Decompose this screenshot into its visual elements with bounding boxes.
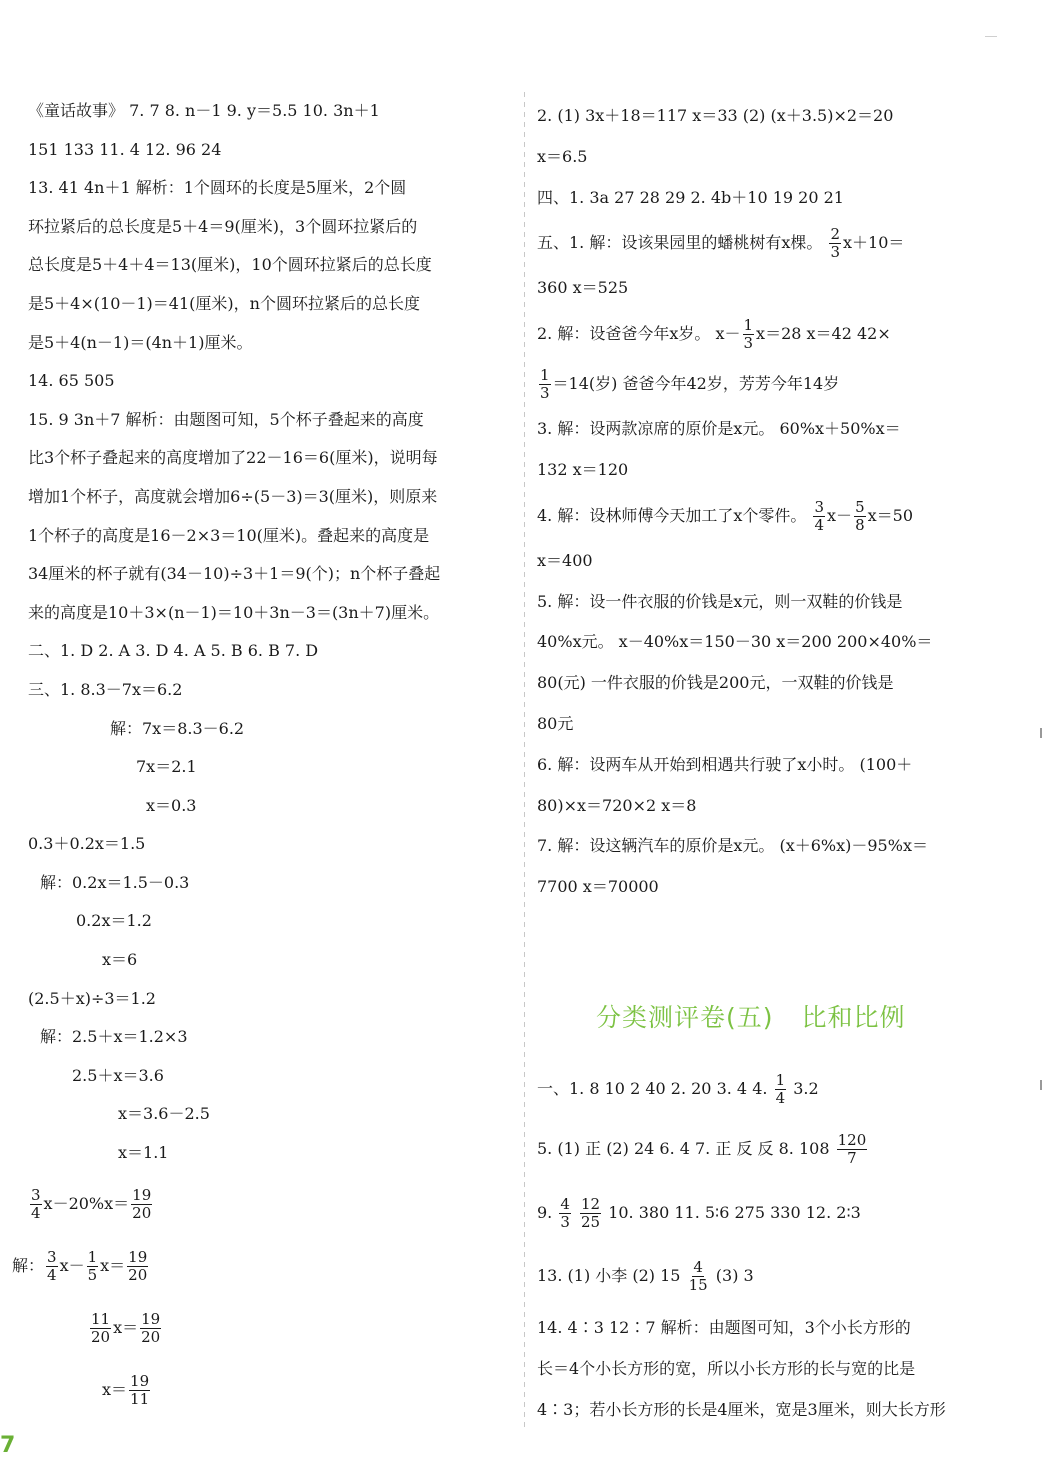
- answer-line: 7. 解：设这辆汽车的原价是x元。 (x＋6%x)－95%x＝: [537, 836, 928, 856]
- fraction: $\frac{1}{5}$: [87, 1247, 98, 1284]
- answer-line: 2. 解：设爸爸今年x岁。 x－ $\frac{1}{3}$ x＝28 x＝42 42×: [537, 316, 891, 353]
- section-answers: [537, 1062, 1007, 1430]
- answer-line: 五、1. 解：设该果园里的蟠桃树有x棵。 $\frac{2}{3}$ x＋10＝: [537, 225, 905, 262]
- equation-step: x＝0.3: [146, 795, 197, 815]
- answer-line: 151 133 11. 4 12. 96 24: [28, 139, 222, 159]
- answer-line: 1个杯子的高度是16－2×3＝10(厘米)。叠起来的高度是: [28, 525, 430, 545]
- margin-tick: [1040, 728, 1042, 738]
- fraction: $\frac{2}{3}$: [830, 225, 841, 262]
- fraction: $\frac{120}{7}$: [837, 1131, 867, 1167]
- answer-line: 13. (1) 小李 (2) 15 $\frac{4}{15}$ (3) 3: [537, 1258, 754, 1294]
- fraction: $\frac{12}{25}$: [581, 1195, 601, 1231]
- equation-step: x＝3.6－2.5: [118, 1104, 210, 1124]
- fraction: $\frac{1}{4}$: [775, 1071, 786, 1107]
- fraction: $\frac{4}{15}$: [688, 1258, 708, 1294]
- margin-tick: [1040, 1080, 1042, 1090]
- answer-line: $\frac{1}{3}$ ＝14(岁) 爸爸今年42岁，芳芳今年14岁: [540, 366, 840, 403]
- right-column: [537, 96, 1007, 908]
- fraction: $\frac{4}{3}$: [560, 1195, 570, 1231]
- fraction: $\frac{19}{11}$: [130, 1371, 150, 1408]
- equation-step: $\frac{3}{4}$ x－20%x＝ $\frac{19}{20}$: [31, 1185, 152, 1222]
- answer-line: 132 x＝120: [537, 459, 629, 479]
- answer-line: 6. 解：设两车从开始到相遇共行驶了x小时。 (100＋: [537, 754, 913, 774]
- equation-step: 2.5＋x＝3.6: [72, 1065, 164, 1085]
- equation-step: 解：7x＝8.3－6.2: [110, 718, 245, 738]
- section-subtitle: 比和比例: [801, 1003, 906, 1032]
- answer-line: 4. 解：设林师傅今天加工了x个零件。 $\frac{3}{4}$ x－ $\frac{5}{8}$ x＝50: [537, 497, 913, 534]
- answer-line: 《童话故事》 7. 7 8. n－1 9. y＝5.5 10. 3n＋1: [28, 101, 380, 120]
- answer-line: 是5＋4×(10－1)＝41(厘米)，n个圆环拉紧后的总长度: [28, 293, 420, 313]
- fraction: $\frac{3}{4}$: [31, 1185, 41, 1222]
- equation-step: x＝1.1: [118, 1143, 169, 1163]
- equation-step: x＝ $\frac{19}{11}$: [102, 1371, 150, 1408]
- equation-step: (2.5＋x)÷3＝1.2: [28, 988, 156, 1008]
- answer-line: 二、1. D 2. A 3. D 4. A 5. B 6. B 7. D: [28, 641, 319, 661]
- answer-line: 7700 x＝70000: [537, 877, 659, 897]
- answer-line: 360 x＝525: [537, 278, 629, 298]
- answer-line: 环拉紧后的总长度是5＋4＝9(厘米)，3个圆环拉紧后的: [28, 216, 418, 236]
- fraction: $\frac{19}{20}$: [128, 1247, 148, 1284]
- fraction: $\frac{3}{4}$: [814, 497, 825, 534]
- answer-line: 一、1. 8 10 2 40 2. 20 3. 4 4. $\frac{1}{4}$ 3.2: [537, 1071, 819, 1107]
- answer-line: 4∶3；若小长方形的长是4厘米，宽是3厘米，则大长方形: [537, 1399, 946, 1419]
- answer-line: 三、1. 8.3－7x＝6.2: [28, 679, 183, 699]
- equation-step: 解：2.5＋x＝1.2×3: [40, 1027, 188, 1047]
- answer-line: 3. 解：设两款凉席的原价是x元。 60%x＋50%x＝: [537, 419, 901, 439]
- answer-line: 13. 41 4n＋1 解析：1个圆环的长度是5厘米，2个圆: [28, 178, 407, 198]
- corner-mark: [985, 36, 997, 37]
- answer-line: 四、1. 3a 27 28 29 2. 4b＋10 19 20 21: [537, 187, 844, 207]
- answer-line: 总长度是5＋4＋4＝13(厘米)，10个圆环拉紧后的总长度: [28, 255, 432, 275]
- fraction: $\frac{1}{3}$: [540, 366, 550, 403]
- fraction: $\frac{1}{3}$: [743, 316, 754, 353]
- answer-line: 14. 65 505: [28, 371, 115, 391]
- column-divider: [524, 92, 525, 1427]
- fraction: $\frac{19}{20}$: [132, 1185, 152, 1222]
- equation-step: 7x＝2.1: [136, 757, 197, 777]
- answer-line: 15. 9 3n＋7 解析：由题图可知，5个杯子叠起来的高度: [28, 409, 424, 429]
- fraction: $\frac{11}{20}$: [91, 1309, 111, 1346]
- answer-line: x＝400: [537, 550, 593, 570]
- answer-line: 80(元) 一件衣服的价钱是200元，一双鞋的价钱是: [537, 673, 894, 693]
- answer-line: 5. (1) 正 (2) 24 6. 4 7. 正 反 反 8. 108 $\frac{120}{7}$: [537, 1131, 867, 1167]
- answer-line: x＝6.5: [537, 146, 588, 166]
- page-number: 7: [0, 1433, 16, 1458]
- answer-line: 比3个杯子叠起来的高度增加了22－16＝6(厘米)，说明每: [28, 448, 438, 468]
- answer-line: 40%x元。 x－40%x＝150－30 x＝200 200×40%＝: [537, 632, 933, 652]
- answer-line: 14. 4∶3 12∶7 解析：由题图可知，3个小长方形的: [537, 1318, 911, 1337]
- equation-step: 解：0.2x＝1.5－0.3: [40, 872, 190, 892]
- equation-step: x＝6: [102, 950, 138, 970]
- answer-line: 长＝4个小长方形的宽，所以小长方形的长与宽的比是: [537, 1358, 916, 1378]
- left-column: [12, 92, 510, 1421]
- section-title: 分类测评卷(五) 比和比例: [596, 1003, 906, 1032]
- equation-step: 解： $\frac{3}{4}$ x－ $\frac{1}{5}$ x＝ $\frac{19}{20}$: [12, 1247, 148, 1284]
- fraction: $\frac{19}{20}$: [141, 1309, 161, 1346]
- fraction: $\frac{5}{8}$: [855, 497, 865, 534]
- answer-line: 80元: [537, 713, 574, 733]
- answer-line: 2. (1) 3x＋18＝117 x＝33 (2) (x＋3.5)×2＝20: [537, 106, 894, 125]
- equation-step: 0.2x＝1.2: [76, 911, 152, 931]
- answer-line: 80)×x＝720×2 x＝8: [537, 795, 697, 815]
- answer-line: 增加1个杯子，高度就会增加6÷(5－3)＝3(厘米)，则原来: [28, 486, 438, 506]
- equation-step: 0.3＋0.2x＝1.5: [28, 834, 146, 854]
- equation-step: $\frac{11}{20}$ x＝ $\frac{19}{20}$: [91, 1309, 161, 1346]
- answer-line: 9. $\frac{4}{3}$ $\frac{12}{25}$ 10. 380 11. 5∶6 275 330 12. 2∶3: [537, 1195, 861, 1231]
- answer-line: 来的高度是10＋3×(n－1)＝10＋3n－3＝(3n＋7)厘米。: [28, 602, 440, 622]
- answer-line: 5. 解：设一件衣服的价钱是x元，则一双鞋的价钱是: [537, 591, 903, 611]
- answer-line: 是5＋4(n－1)＝(4n＋1)厘米。: [28, 332, 253, 352]
- fraction: $\frac{3}{4}$: [47, 1247, 57, 1284]
- answer-line: 34厘米的杯子就有(34－10)÷3＋1＝9(个)；n个杯子叠起: [28, 564, 441, 584]
